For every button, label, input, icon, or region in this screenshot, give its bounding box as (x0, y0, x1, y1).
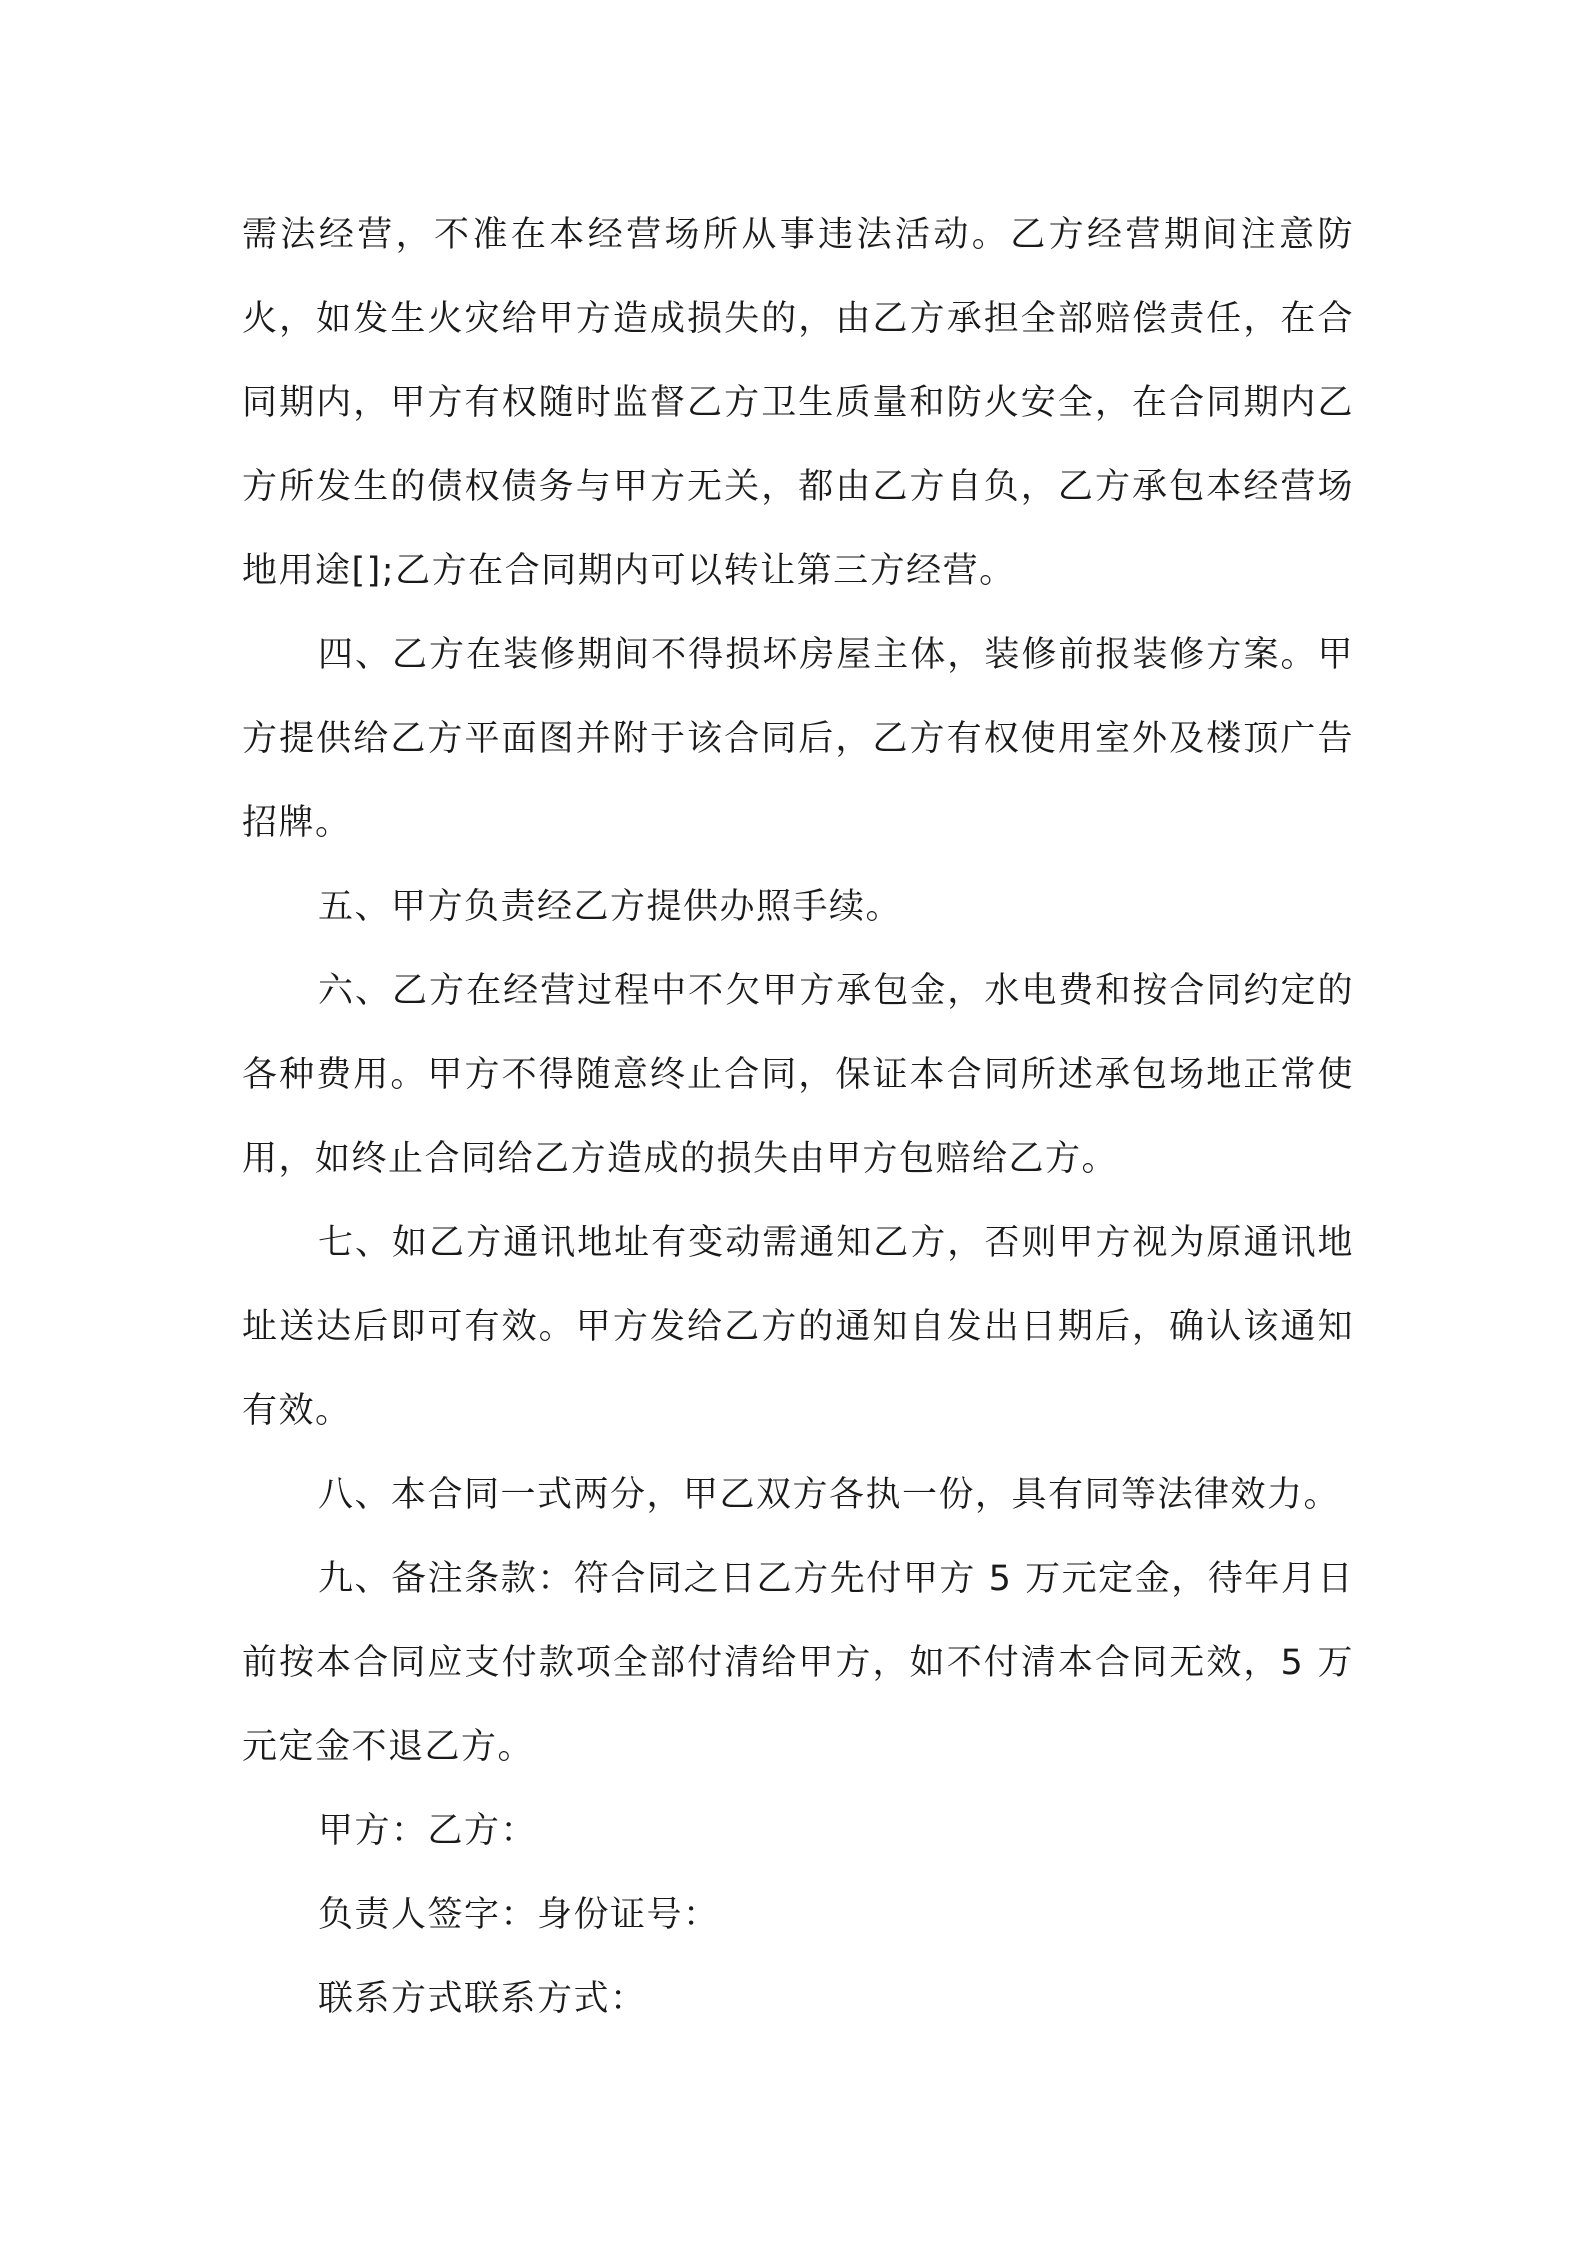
clause-7: 七、如乙方通讯地址有变动需通知乙方，否则甲方视为原通讯地址送达后即可有效。甲方发给乙方的通知自发出日期后，确认该通知有效。 (242, 1223, 1354, 1431)
clause-8: 八、本合同一式两分，甲乙双方各执一份，具有同等法律效力。 (318, 1475, 1341, 1515)
paragraph-continuation: 需法经营，不准在本经营场所从事违法活动。乙方经营期间注意防火，如发生火灾给甲方造成损失的，由乙方承担全部赔偿责任，在合同期内，甲方有权随时监督乙方卫生质量和防火安全，在合同期内乙方所发生的债权债务与甲方无关，都由乙方自负，乙方承包本经营场地用途[];乙方在合同期内可以转让第三方经营。 (242, 215, 1354, 591)
clause-9-remarks: 九、备注条款：符合同之日乙方先付甲方 5 万元定金，待年月日前按本合同应支付款项全部付清给甲方，如不付清本合同无效，5 万元定金不退乙方。 (242, 1559, 1354, 1767)
clause-4: 四、乙方在装修期间不得损坏房屋主体，装修前报装修方案。甲方提供给乙方平面图并附于该合同后，乙方有权使用室外及楼顶广告招牌。 (242, 635, 1354, 843)
clause-5: 五、甲方负责经乙方提供办照手续。 (318, 887, 903, 927)
party-names-line: 甲方：乙方： (318, 1811, 538, 1851)
document-body (242, 193, 1354, 2041)
signature-id-line: 负责人签字：身份证号： (318, 1895, 720, 1935)
clause-6: 六、乙方在经营过程中不欠甲方承包金，水电费和按合同约定的各种费用。甲方不得随意终止合同，保证本合同所述承包场地正常使用，如终止合同给乙方造成的损失由甲方包赔给乙方。 (242, 971, 1354, 1179)
contact-line: 联系方式联系方式： (318, 1979, 647, 2019)
